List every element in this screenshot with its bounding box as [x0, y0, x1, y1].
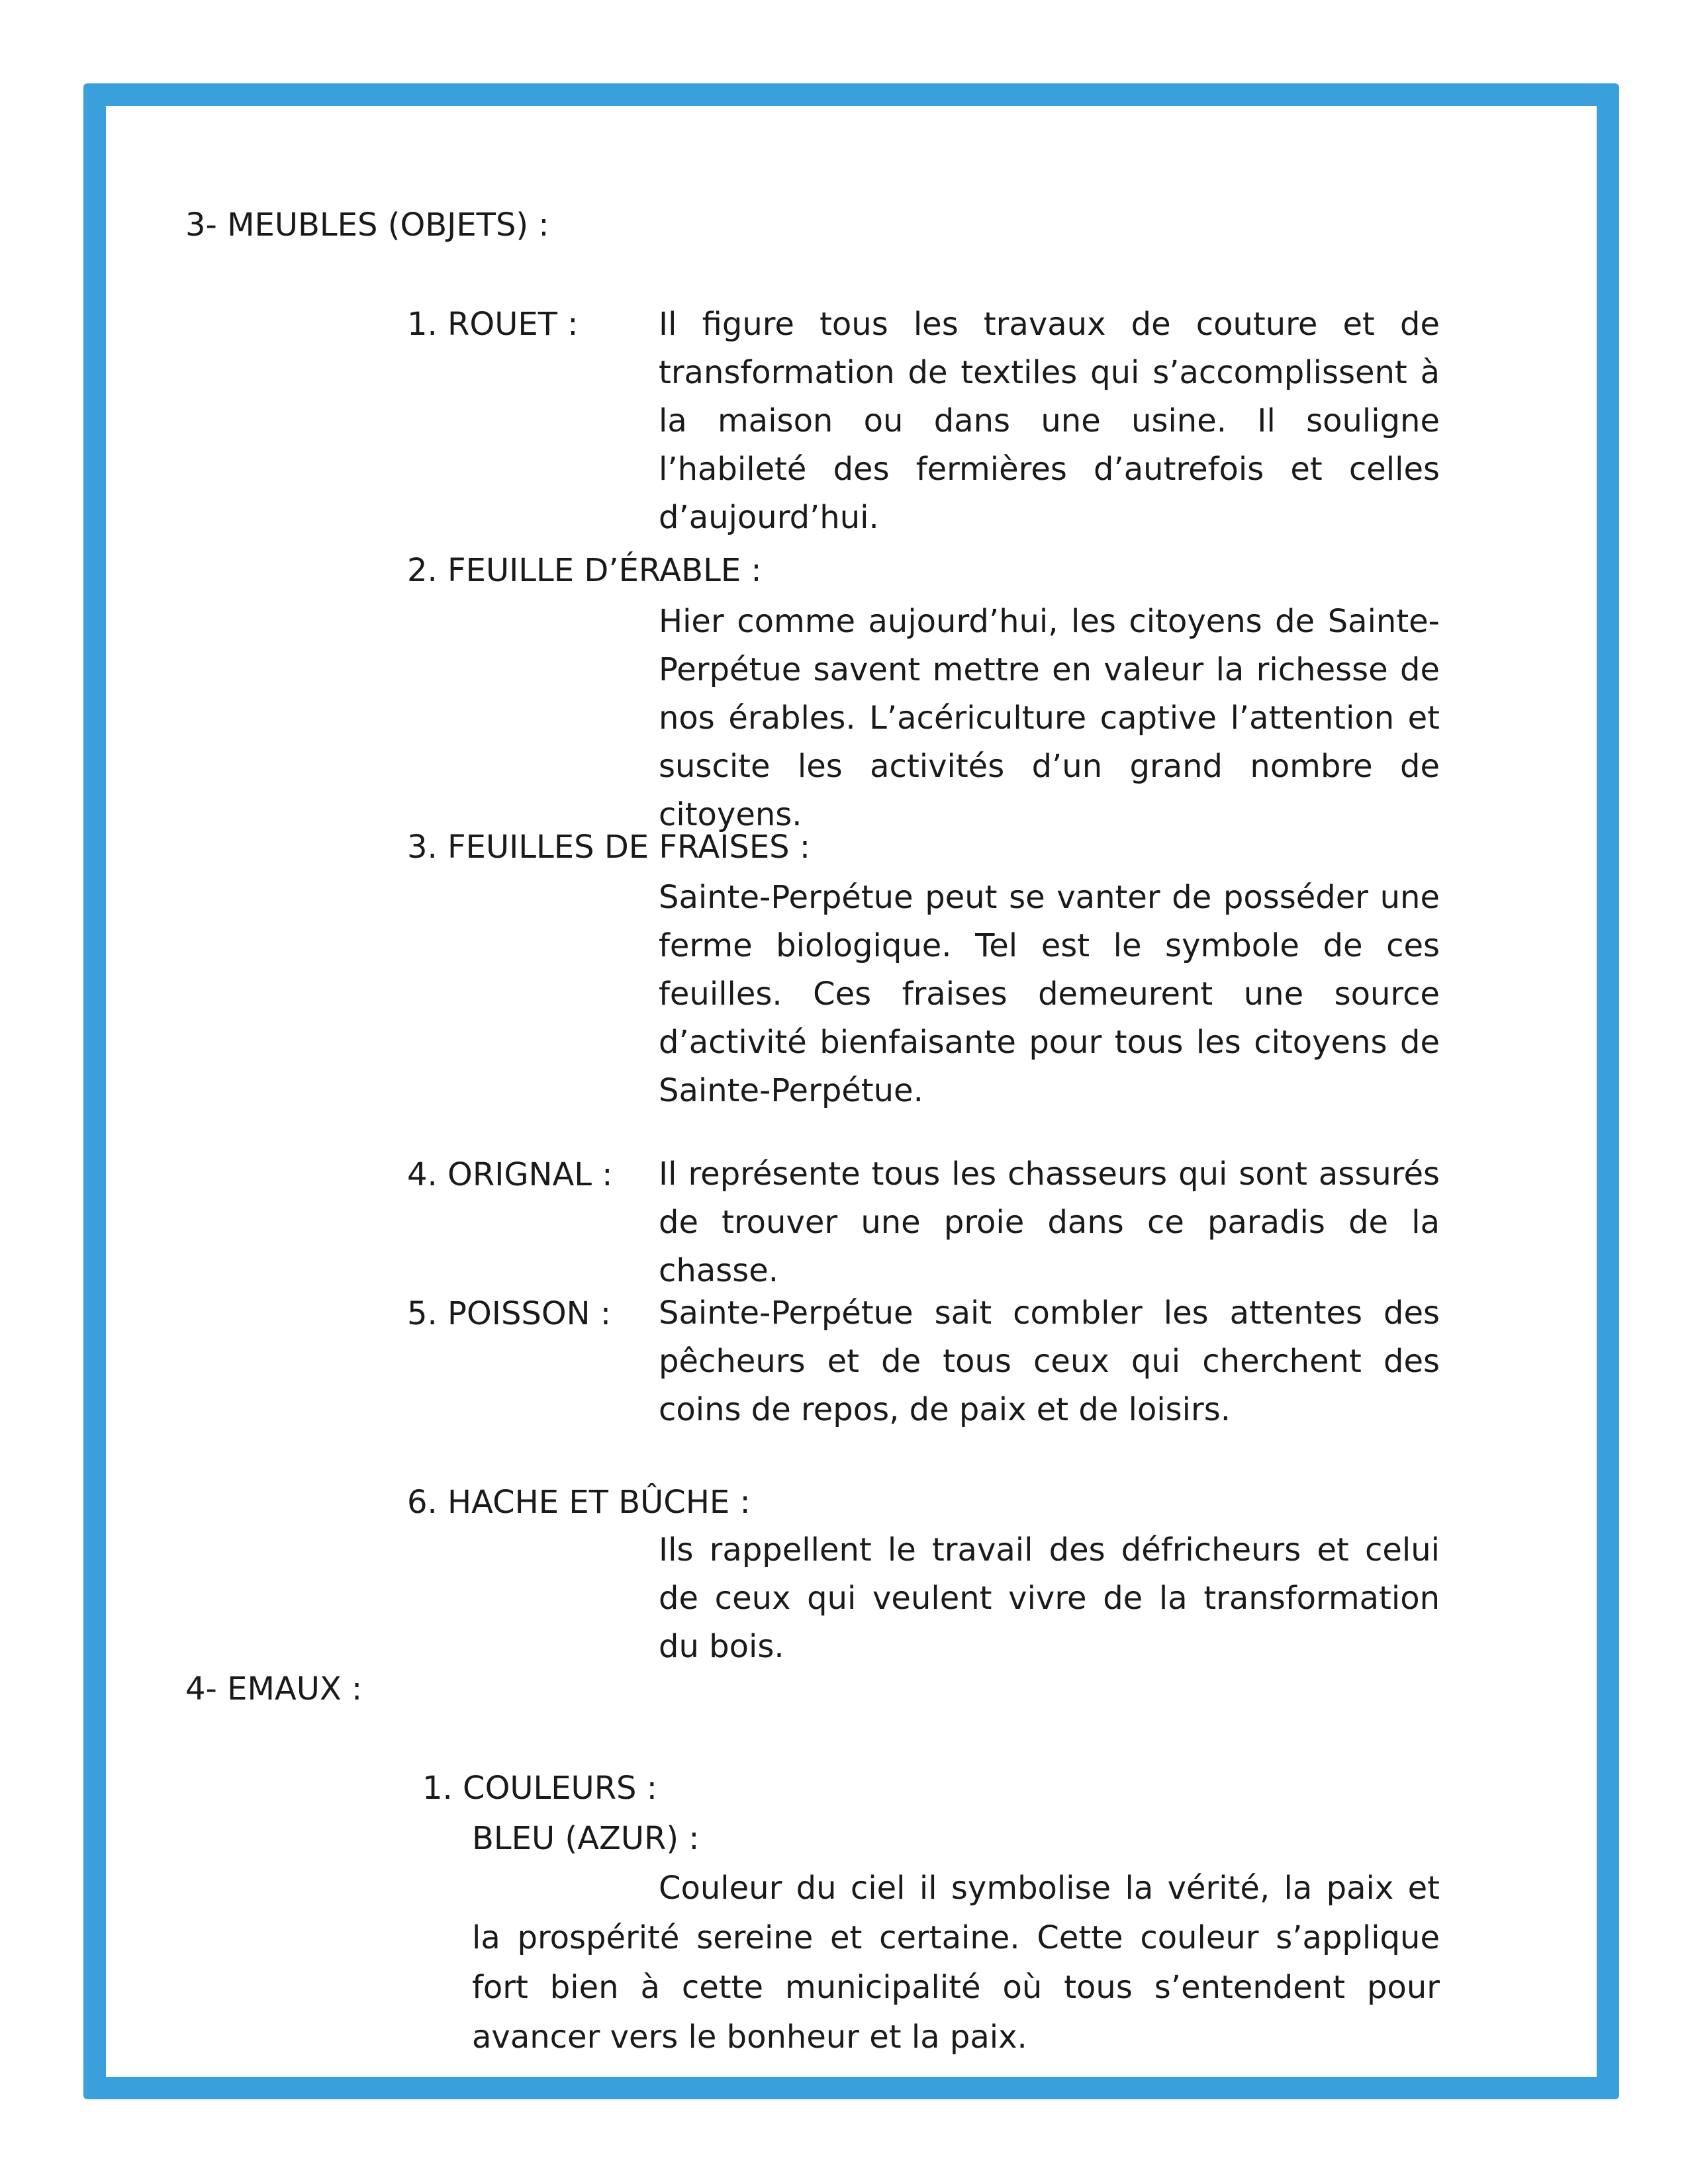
- item-text-bleu-azur: Couleur du ciel il symbolise la vérité, la paix et la prospérité sereine et certaine. Cette couleur s’applique fort bien à cette municipalité où tous s’entendent pour avancer vers le bonheur et la paix.: [472, 1870, 1440, 2056]
- item-text-feuilles-fraises: Sainte-Perpétue peut se vanter de posséder une ferme biologique. Tel est le symbole de ces feuilles. Ces fraises demeurent une source d’activité bienfaisante pour tous les citoyens de Sainte-Perpétue.: [659, 879, 1440, 1109]
- item-text-hache-buche: Ils rappellent le travail des défricheurs et celui de ceux qui veulent vivre de la transformation du bois.: [659, 1531, 1440, 1665]
- item-label-feuille-erable: 2. FEUILLE D’ÉRABLE :: [407, 552, 762, 589]
- item-sublabel-bleu-azur: BLEU (AZUR) :: [472, 1820, 700, 1857]
- section-heading-meubles: 3- MEUBLES (OBJETS) :: [185, 206, 549, 244]
- item-text-orignal: Il représente tous les chasseurs qui sont assurés de trouver une proie dans ce paradis de la chasse.: [659, 1156, 1440, 1289]
- item-text-rouet: Il figure tous les travaux de couture et de transformation de textiles qui s’accomplissent à la maison ou dans une usine. Il souligne l’habileté des fermières d’autrefois et celles d’aujourd’hui.: [659, 306, 1440, 536]
- item-text-poisson: Sainte-Perpétue sait combler les attentes des pêcheurs et de tous ceux qui cherchent des coins de repos, de paix et de loisirs.: [659, 1295, 1440, 1428]
- item-label-couleurs: 1. COULEURS :: [422, 1770, 657, 1807]
- item-label-orignal: 4. ORIGNAL :: [407, 1156, 613, 1193]
- item-text-feuille-erable: Hier comme aujourd’hui, les citoyens de Sainte-Perpétue savent mettre en valeur la richesse de nos érables. L’acériculture captive l’attention et suscite les activités d’un grand nombre de citoyens.: [659, 603, 1440, 833]
- item-label-rouet: 1. ROUET :: [407, 306, 579, 343]
- section-heading-emaux: 4- EMAUX :: [185, 1670, 363, 1707]
- item-label-hache-buche: 6. HACHE ET BÛCHE :: [407, 1484, 751, 1521]
- item-label-poisson: 5. POISSON :: [407, 1295, 611, 1332]
- item-label-feuilles-fraises: 3. FEUILLES DE FRAISES :: [407, 829, 811, 866]
